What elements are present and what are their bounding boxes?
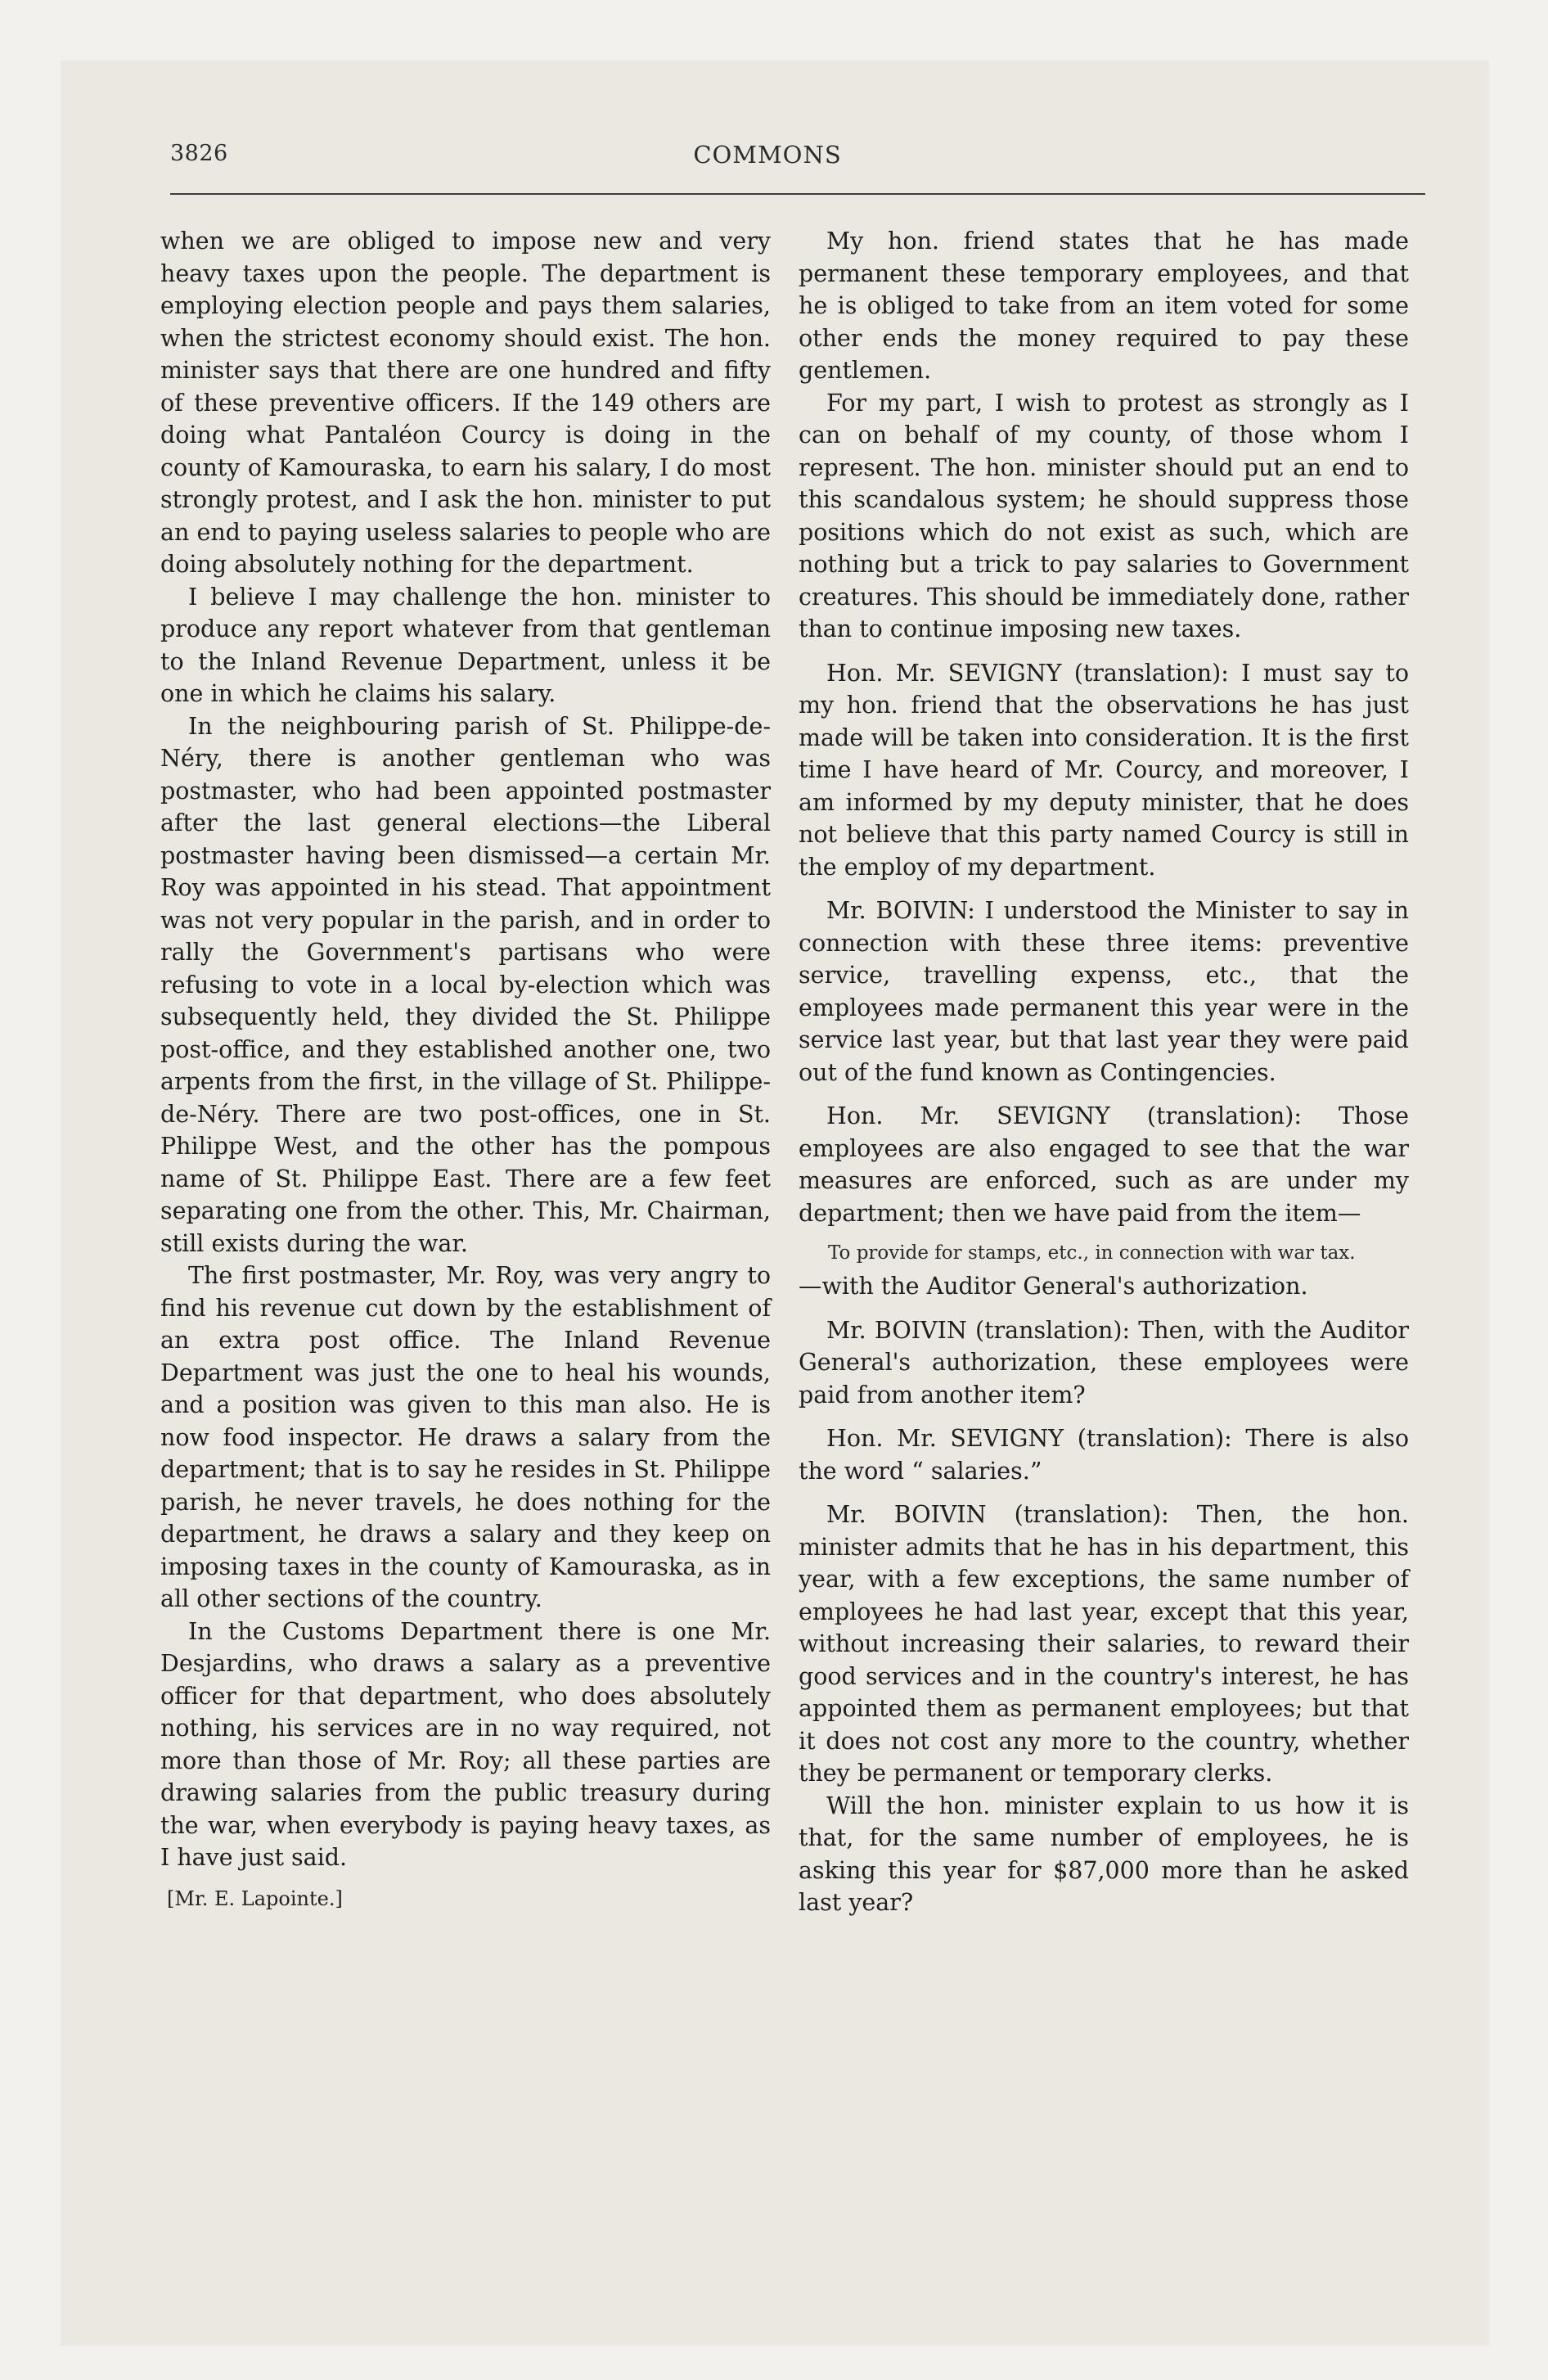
paragraph: Hon. Mr. SEVIGNY (translation): I must say to my hon. friend that the observations he has just made will be taken into consideration. It is the first time I have heard of Mr. Courcy, and moreover, I am informed by my deputy minister, that he does not believe that this party named Courcy is still in the employ of my department.: [799, 659, 1409, 881]
page-number: 3826: [170, 141, 228, 166]
paragraph: Mr. BOIVIN: I understood the Minister to say in connection with these three items: preventive service, travelling expenss, etc., that the employees made permanent this year were in the service last year, but that last year they were paid out of the fund known as Contingencies.: [799, 897, 1409, 1086]
paragraph: In the neighbouring parish of St. Philippe-de-Néry, there is another gentleman who was postmaster, who had been appointed postmaster after the last general elections—the Liberal postmaster having been dismissed—a certain Mr. Roy was appointed in his stead. That appointment was not very popular in the parish, and in order to rally the Government's partisans who were refusing to vote in a local by-election which was subsequently held, they divided the St. Philippe post-office, and they established another one, two arpents from the first, in the village of St. Philippe-de-Néry. There are two post-offices, one in St. Philippe West, and the other has the pompous name of St. Philippe East. There are a few feet separating one from the other. This, Mr. Chairman, still exists during the war.: [160, 712, 771, 1257]
paragraph: The first postmaster, Mr. Roy, was very angry to find his revenue cut down by the establishment of an extra post office. The Inland Revenue Department was just the one to heal his wounds, and a position was given to this man also. He is now food inspector. He draws a salary from the department; that is to say he resides in St. Philippe parish, he never travels, he does nothing for the department, he draws a salary and they keep on imposing taxes in the county of Kamouraska, as in all other sections of the country.: [160, 1262, 771, 1612]
speaker-footer: [Mr. E. Lapointe.]: [167, 1886, 343, 1910]
paragraph: Will the hon. minister explain to us how it is that, for the same number of employees, he is asking this year for $87,000 more than he asked last year?: [799, 1792, 1409, 1916]
page-header: [110, 141, 1425, 182]
paragraph: Mr. BOIVIN (translation): Then, with the Auditor General's authorization, these employees were paid from another item?: [799, 1316, 1409, 1409]
paragraph: My hon. friend states that he has made permanent these temporary employees, and that he is obliged to take from an item voted for some other ends the money required to pay these gentlemen.: [799, 228, 1409, 384]
quoted-item: To provide for stamps, etc., in connection with war tax.: [828, 1242, 1356, 1264]
running-title: COMMONS: [693, 141, 842, 169]
paragraph: Hon. Mr. SEVIGNY (translation): Those employees are also engaged to see that the war measures are enforced, such as are under my department; then we have paid from the item—: [799, 1102, 1409, 1227]
paragraph: Hon. Mr. SEVIGNY (translation): There is also the word “ salaries.”: [799, 1425, 1409, 1485]
paragraph: Mr. BOIVIN (translation): Then, the hon. minister admits that he has in his department, this year, with a few exceptions, the same number of employees he had last year, except that this year, without increasing their salaries, to reward their good services and in the country's interest, he has appointed them as permanent employees; but that it does not cost any more to the country, whether they be permanent or temporary clerks.: [799, 1501, 1409, 1787]
paragraph: For my part, I wish to protest as strongly as I can on behalf of my county, of those whom I represent. The hon. minister should put an end to this scandalous system; he should suppress those positions which do not exist as such, which are nothing but a trick to pay salaries to Government creatures. This should be immediately done, rather than to continue imposing new taxes.: [799, 389, 1409, 642]
paragraph: I believe I may challenge the hon. minister to produce any report whatever from that gentleman to the Inland Revenue Department, unless it be one in which he claims his salary.: [160, 583, 771, 707]
paragraph: —with the Auditor General's authorization.: [799, 1273, 1308, 1300]
header-rule: [170, 193, 1425, 195]
left-column: [160, 225, 771, 1912]
paragraph: In the Customs Department there is one Mr. Desjardins, who draws a salary as a preventive officer for that department, who does absolutely nothing, his services are in no way required, not more than those of Mr. Roy; all these parties are drawing salaries from the public treasury during the war, when everybody is paying heavy taxes, as I have just said.: [160, 1617, 771, 1871]
right-column: [799, 225, 1409, 1919]
paragraph: when we are obliged to impose new and very heavy taxes upon the people. The department is employing election people and pays them salaries, when the strictest economy should exist. The hon. minister says that there are one hundred and fifty of these preventive officers. If the 149 others are doing what Pantaléon Courcy is doing in the county of Kamouraska, to earn his salary, I do most strongly protest, and I ask the hon. minister to put an end to paying useless salaries to people who are doing absolutely nothing for the department.: [160, 228, 771, 578]
